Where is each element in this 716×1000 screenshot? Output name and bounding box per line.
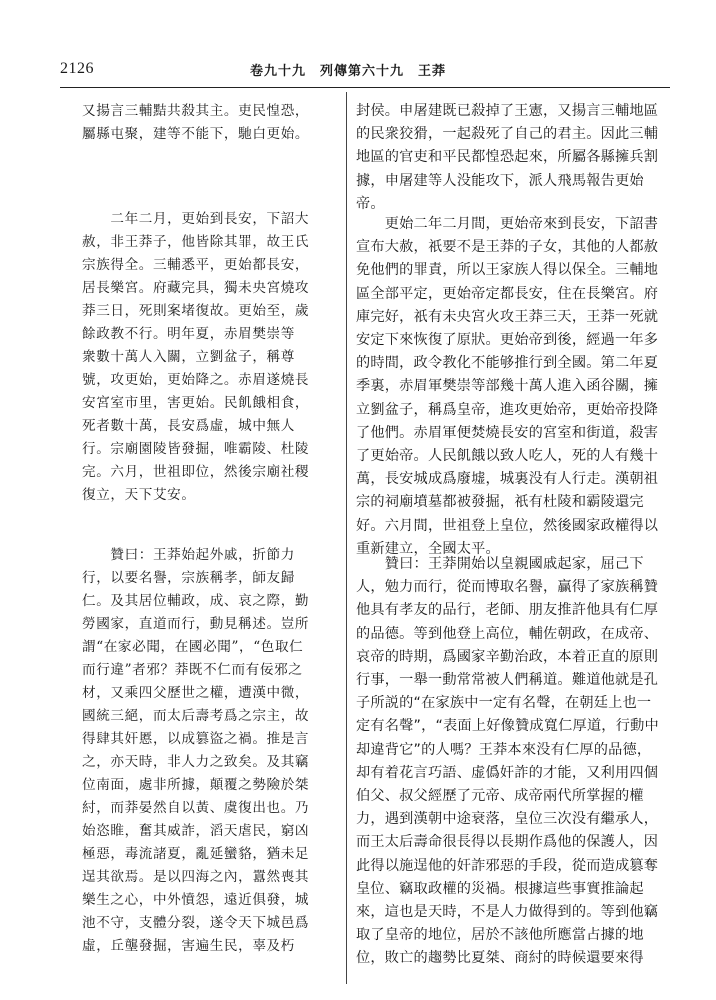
translation-paragraph-1: 封侯。申屠建既已殺掉了王憲，又揚言三輔地區 的民衆狡猾，一起殺死了自己的君主。因此三輔 地區的官吏和平民都惶恐起來，所屬各縣擁兵割 據，申屠建等人没能攻下，派人飛馬報告更始 帝。 — [356, 103, 659, 212]
classical-paragraph-1: 又揚言三輔黠共殺其主。吏民惶恐， 屬縣屯聚，建等不能下，馳白更始。 — [82, 103, 310, 142]
running-head: 卷九十九 列傳第六十九 王莽 — [250, 64, 447, 79]
classical-paragraph-3: 贊曰：王莽始起外戚，折節力 行，以要名譽，宗族稱孝，師友歸 仁。及其居位輔政，成、哀之際，勤 勞國家，直道而行，動見稱述。豈所 謂“在家必聞，在國必聞”，“色取仁 而行違”者邪？莽既不仁而有佞邪之 材，又乘四父歷世之權，遭漢中微， 國統三絕，而太后壽考爲之宗主，故 得肆其奸慝，以成篡盜之禍。推是言 之，亦天時，非人力之致矣。及其竊 位南面，處非所據，顛覆之勢險於桀 紂，而莽晏然自以黃、虞復出也。乃 始恣睢，奮其威詐，滔天虐民，窮凶 極惡，毒流諸夏，亂延蠻貉，猶未足 逞其欲焉。是以四海之內，囂然喪其 樂生之心，中外憤怨，遠近俱發，城 池不守，支體分裂，遂令天下城邑爲 虛，丘壟發掘，害遍生民，辜及朽 — [82, 547, 310, 954]
header-rule — [60, 87, 670, 88]
translation-paragraph-3: 贊曰：王莽開始以皇親國戚起家，屈己下 人，勉力而行，從而博取名譽，贏得了家族稱贊 他具有孝友的品行，老師、朋友推許他具有仁厚 的品德。等到他登上高位，輔佐朝政，在成帝、 哀帝的時期，爲國家辛勤治政，本着正直的原則 行事，一舉一動常常被人們稱道。難道他就是孔 子所説的“在家族中一定有名聲，在朝廷上也一 定有名聲”，“表面上好像贊成寬仁厚道，行動中 却違背它”的人嗎？王莽本來没有仁厚的品德， 却有着花言巧語、虚僞奸詐的才能，又利用四個 伯父、叔父經歷了元帝、成帝兩代所掌握的權 力，遇到漢朝中途衰落，皇位三次没有繼承人， 而王太后壽命很長得以長期作爲他的保護人，因 此得以施逞他的奸詐邪惡的手段，從而造成篡奪 皇位、竊取政權的災禍。根據這些事實推論起 來，這也是天時，不是人力做得到的。等到他竊 取了皇帝的地位，居於不該他所應當占據的地 位，敗亡的趨勢比夏桀、商紂的時候還要來得 — [356, 556, 659, 967]
classical-paragraph-2: 二年二月，更始到長安，下詔大 赦，非王莽子，他皆除其罪，故王氏 宗族得全。三輔悉平，更始都長安， 居長樂宮。府藏完具，獨未央宮燒攻 莽三日，死則案堵復故。更始至，歲 餘政教不行。明年夏，赤眉樊崇等 衆數十萬人入關，立劉盆子，稱尊 號，攻更始，更始降之。赤眉遂燒長 安宮室市里，害更始。民飢餓相食， 死者數十萬，長安爲虛，城中無人 行。宗廟園陵皆發掘，唯霸陵、杜陵 完。六月，世祖即位，然後宗廟社稷 復立，天下艾安。 — [82, 211, 310, 503]
page-number: 2126 — [60, 60, 94, 77]
column-divider — [346, 92, 347, 984]
translation-paragraph-2: 更始二年二月間，更始帝來到長安，下詔書 宣布大赦，祇要不是王莽的子女，其他的人都赦 免他們的罪責，所以王家族人得以保全。三輔地 區全部平定，更始帝定都長安，住在長樂宮。府 庫完好，祇有未央宮火攻王莽三天，王莽一死就 安定下來恢復了原狀。更始帝到後，經過一年多 的時間，政令教化不能够推行到全國。第二年夏 季裏，赤眉軍樊崇等部幾十萬人進入函谷關，擁 立劉盆子，稱爲皇帝，進攻更始帝，更始帝投降 了他們。赤眉軍便焚燒長安的宮室和街道，殺害 了更始帝。人民飢餓以致人吃人，死的人有幾十 萬，長安城成爲廢墟，城裏没有人行走。漢朝祖 宗的祠廟墳墓都被發掘，祇有杜陵和霸陵還完 好。六月間，世祖登上皇位，然後國家政權得以 重新建立，全國太平。 — [356, 216, 659, 557]
page-header — [60, 58, 670, 84]
